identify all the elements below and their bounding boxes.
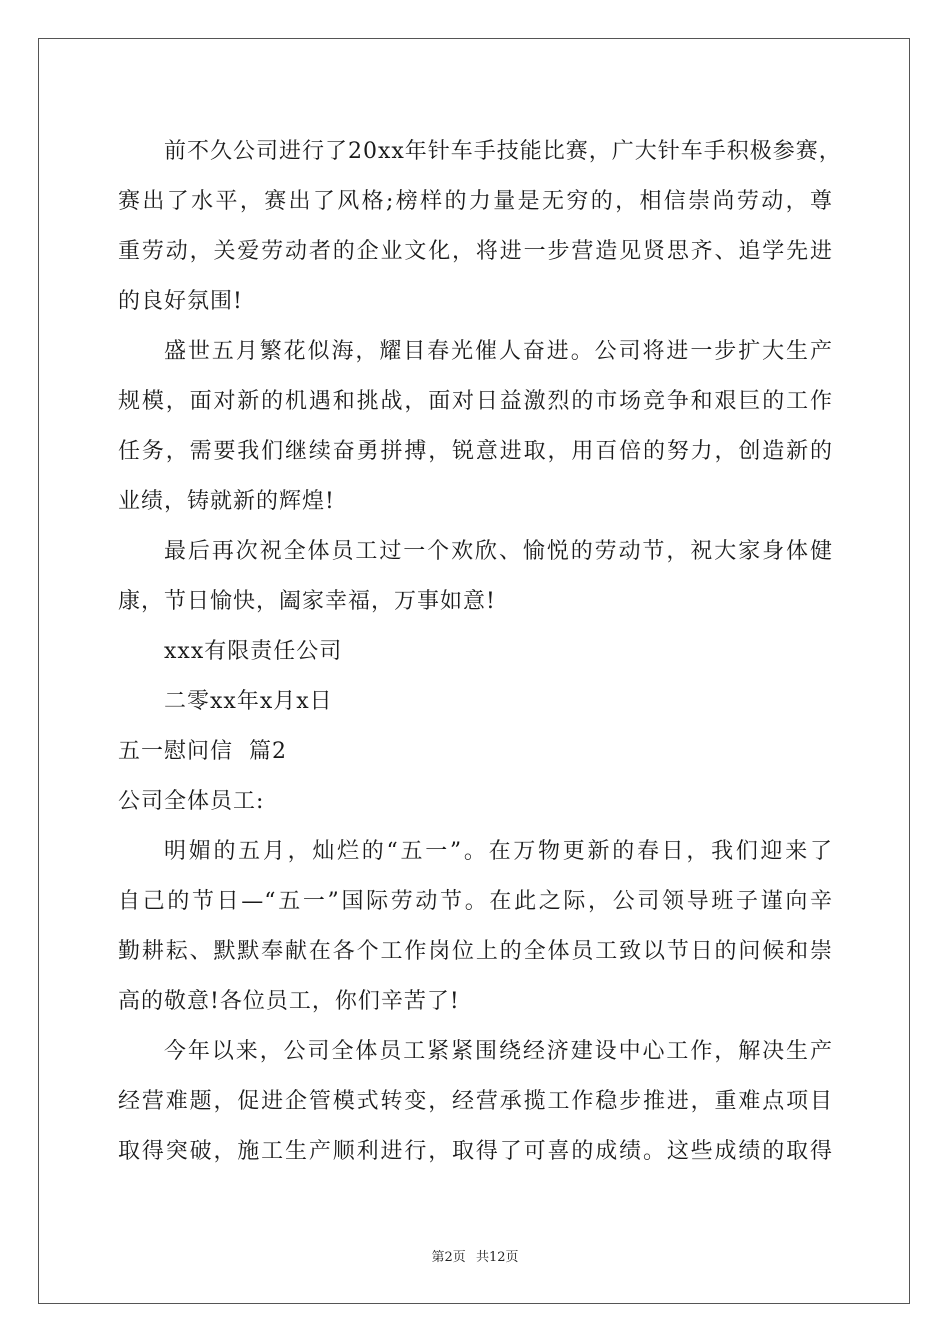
text-line: 取得突破，施工生产顺利进行，取得了可喜的成绩。这些成绩的取得 [118, 1139, 833, 1164]
text-line: 盛世五月繁花似海，耀目春光催人奋进。公司将进一步扩大生产 [164, 339, 833, 364]
text-line: 最后再次祝全体员工过一个欢欣、愉悦的劳动节，祝大家身体健 [164, 539, 833, 564]
text-line: 高的敬意!各位员工，你们辛苦了! [118, 989, 460, 1014]
text-line: 康，节日愉快，阖家幸福，万事如意! [118, 589, 496, 614]
salutation: 公司全体员工: [118, 789, 265, 814]
text-line: 任务，需要我们继续奋勇拼搏，锐意进取，用百倍的努力，创造新的 [118, 439, 833, 464]
text-line: 业绩，铸就新的辉煌! [118, 489, 335, 514]
text-line: 规模，面对新的机遇和挑战，面对日益激烈的市场竞争和艰巨的工作 [118, 389, 833, 414]
signature-date: 二零xx年x月x日 [164, 689, 333, 714]
text-line: 今年以来，公司全体员工紧紧围绕经济建设中心工作，解决生产 [164, 1039, 833, 1064]
page-footer [0, 1246, 950, 1265]
section-title: 五一慰问信 篇2 [118, 739, 287, 764]
text-line: 的良好氛围! [118, 289, 243, 314]
page-number: 第2页 [431, 1250, 466, 1265]
text-line: 自己的节日—“五一”国际劳动节。在此之际，公司领导班子谨向辛 [118, 889, 833, 914]
text-line: 经营难题，促进企管模式转变，经营承揽工作稳步推进，重难点项目 [118, 1089, 833, 1114]
text-line: 前不久公司进行了20xx年针车手技能比赛，广大针车手积极参赛， [164, 139, 842, 164]
signature-company: xxx有限责任公司 [164, 639, 343, 664]
text-line: 明媚的五月，灿烂的“五一”。在万物更新的春日，我们迎来了 [164, 839, 833, 864]
text-line: 勤耕耘、默默奉献在各个工作岗位上的全体员工致以节日的问候和崇 [118, 939, 833, 964]
document-body [118, 127, 842, 1177]
text-line: 重劳动，关爱劳动者的企业文化，将进一步营造见贤思齐、追学先进 [118, 239, 833, 264]
page-total: 共12页 [475, 1250, 519, 1265]
text-line: 赛出了水平，赛出了风格;榜样的力量是无穷的，相信崇尚劳动，尊 [118, 189, 833, 214]
